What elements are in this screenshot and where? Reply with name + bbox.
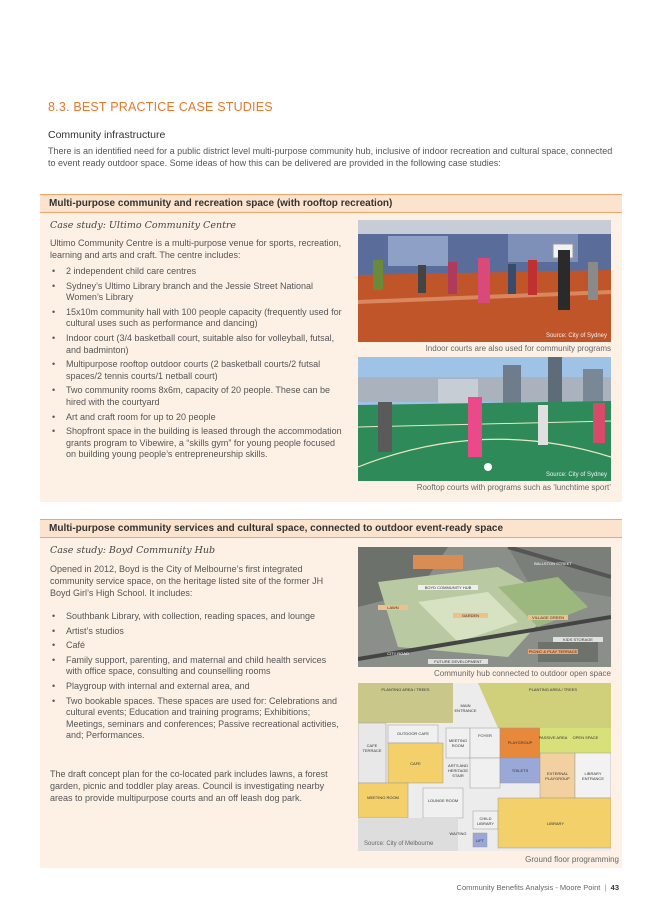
photo-source: Source: City of Melbourne — [364, 841, 434, 847]
plan-label: MEETING ROOM — [448, 738, 468, 748]
plan-label: OUTDOOR CAFE — [396, 731, 430, 736]
list-item: • Family support, parenting, and maternal and child health services with office space, consulting and counselling rooms — [50, 655, 343, 678]
page-number: 43 — [610, 883, 619, 892]
list-item: • Art and craft room for up to 20 people — [50, 412, 343, 424]
plan-label: MAIN ENTRANCE — [454, 703, 477, 713]
list-item: • Southbank Library, with collection, reading spaces, and lounge — [50, 611, 343, 623]
list-item: • Artist’s studios — [50, 626, 343, 638]
case2-bullet-list — [50, 611, 343, 745]
list-item: • 2 independent child care centres — [50, 266, 343, 278]
rooftop-court-photo — [358, 357, 611, 481]
list-item: • Playgroup with internal and external area, and — [50, 681, 343, 693]
map-label: FUTURE DEVELOPMENT — [428, 659, 488, 664]
map-label: KIDS STORAGE — [553, 637, 603, 642]
list-item: • Indoor court (3/4 basketball court, suitable also for volleyball, futsal, and badminton) — [50, 333, 343, 356]
plan-label: OPEN SPACE — [572, 735, 599, 740]
plan-label: ARTS AND HERITAGE STAIR — [447, 763, 469, 778]
plan-label: FOYER — [478, 733, 492, 738]
photo-source: Source: City of Sydney — [545, 333, 607, 339]
map-caption: Community hub connected to outdoor open space — [433, 669, 611, 678]
list-item: • 15x10m community hall with 100 people capacity (frequently used for cultural uses such as performance and dancing) — [50, 307, 343, 330]
rooftop-court-caption: Rooftop courts with programs such as ‘lunchtime sport’ — [416, 483, 611, 492]
section-intro: There is an identified need for a public district level multi-purpose community hub, inclusive of indoor recreation and cultural space, connected to event ready outdoor space. Some ideas of how this can be delivered are provided in the following case studies: — [48, 146, 613, 168]
aerial-map — [358, 547, 611, 667]
map-label: BALLSTON STREET — [534, 561, 572, 566]
map-label: GARDEN — [453, 613, 488, 618]
footer-separator: | — [604, 883, 607, 892]
map-label: BOYD COMMUNITY HUB — [418, 585, 478, 590]
plan-label: LIFT — [475, 838, 485, 843]
map-label: CITY ROAD — [387, 651, 409, 656]
footer-text: Community Benefits Analysis - Moore Point — [456, 883, 601, 892]
plan-label: PLANTING AREA / TREES — [528, 687, 578, 692]
plan-label: TOILETS — [511, 768, 529, 773]
case2-description: Opened in 2012, Boyd is the City of Melbourne’s first integrated community service space, on the heritage listed site of the former JH Boyd Girl’s High School. It includes: — [50, 564, 324, 598]
case1-title: Case study: Ultimo Community Centre — [50, 220, 237, 231]
plan-label: PLANTING AREA / TREES — [381, 687, 430, 692]
list-item: • Multipurpose rooftop outdoor courts (2 basketball courts/2 futsal spaces/2 tennis courts/1 netball court) — [50, 359, 343, 382]
list-item: • Two community rooms 8x6m, capacity of 20 people. These can be hired with the courtyard — [50, 385, 343, 408]
case2-closing: The draft concept plan for the co-located park includes lawns, a forest garden, picnic and toddler play areas. Council is investigating nearby areas to provide multipurpose courts and an off leash dog park. — [50, 769, 328, 803]
list-item: • Café — [50, 640, 343, 652]
case1-band-title: Multi-purpose community and recreation space (with rooftop recreation) — [40, 194, 622, 213]
indoor-court-photo — [358, 220, 611, 342]
map-label: VILLAGE GREEN — [528, 615, 568, 620]
indoor-court-caption: Indoor courts are also used for community programs — [425, 344, 611, 353]
plan-label: CAFE TERRACE — [362, 743, 382, 753]
plan-label: EXTERNAL PLAYGROUP — [545, 771, 570, 781]
case2-title: Case study: Boyd Community Hub — [50, 545, 216, 556]
case1-description: Ultimo Community Centre is a multi-purpose venue for sports, recreation, learning and arts and craft. The centre includes: — [50, 238, 342, 260]
photo-source: Source: City of Sydney — [545, 472, 607, 478]
plan-label: LOUNGE ROOM — [427, 798, 459, 803]
plan-label: LIBRARY ENTRANCE — [581, 771, 604, 781]
map-label: PICNIC & PLAY TERRACE — [528, 649, 578, 654]
section-heading: 8.3. BEST PRACTICE CASE STUDIES — [48, 100, 273, 114]
map-label: LAWN — [378, 605, 408, 610]
section-subheading: Community infrastructure — [48, 129, 166, 141]
plan-caption: Ground floor programming — [525, 855, 619, 864]
list-item: • Two bookable spaces. These spaces are used for: Celebrations and cultural events; Education and training programs; Exhibitions; Meetings, seminars and conferences; Passive recreational activities, and; Performances. — [50, 696, 343, 742]
plan-label: WAITING — [449, 831, 467, 836]
case1-bullet-list — [50, 266, 343, 464]
plan-label: LIBRARY — [546, 821, 565, 826]
list-item: • Shopfront space in the building is leased through the accommodation grants program to Vibewire, a “skills gym” for young people focused on building young people’s entrepreneurship skills. — [50, 426, 343, 461]
plan-label: PLAYGROUP — [507, 740, 533, 745]
plan-label: PASSIVE AREA — [538, 735, 568, 740]
case2-band-title: Multi-purpose community services and cultural space, connected to outdoor event-ready space — [40, 519, 622, 538]
floor-plan — [358, 683, 611, 851]
list-item: • Sydney’s Ultimo Library branch and the Jessie Street National Women’s Library — [50, 281, 343, 304]
plan-label: MEETING ROOM — [367, 795, 399, 800]
plan-label: CAFE — [410, 761, 421, 766]
plan-label: CHILD LIBRARY — [476, 816, 495, 826]
page-footer — [457, 883, 619, 892]
